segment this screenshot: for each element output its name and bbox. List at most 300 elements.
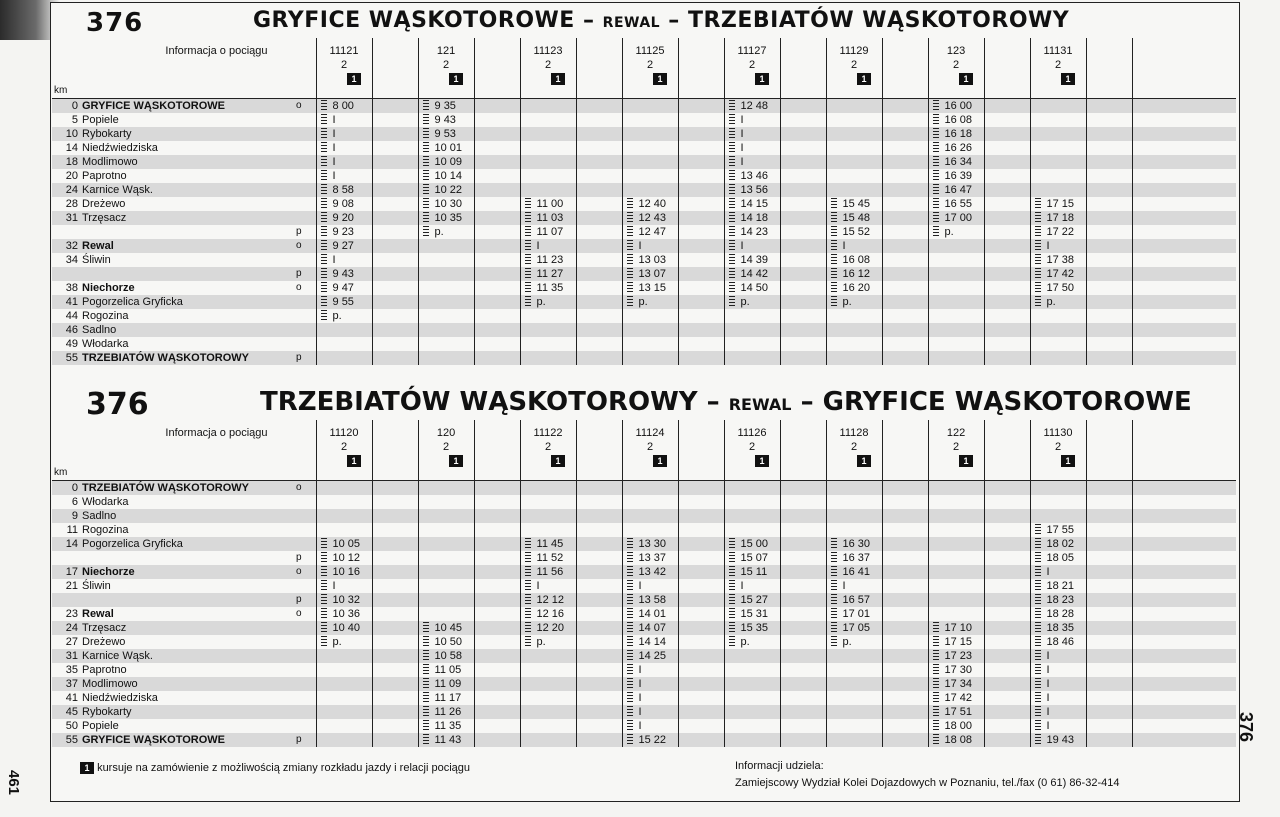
bottom-spacer-cell	[882, 551, 928, 565]
bottom-on-demand-icon: 1	[959, 455, 973, 467]
top-extra-cell	[1132, 211, 1236, 225]
bottom-time-value: I	[842, 580, 846, 592]
bottom-time-cell	[316, 607, 372, 621]
bottom-route-dash-2: –	[800, 387, 814, 417]
bottom-spacer-cell	[780, 691, 826, 705]
top-time-cell	[724, 323, 780, 337]
top-extra-cell	[1132, 127, 1236, 141]
top-station-row	[52, 323, 1236, 337]
bottom-time-cell	[724, 677, 780, 691]
bottom-arr-dep-marker: o	[295, 608, 302, 619]
top-time-value: 10 35	[434, 212, 463, 224]
bottom-time-cell	[724, 593, 780, 607]
top-zigzag-icon	[525, 240, 531, 252]
bottom-arr-dep-marker	[282, 719, 316, 733]
bottom-spacer-cell	[372, 691, 418, 705]
top-time-cell	[928, 253, 984, 267]
top-spacer-cell	[1086, 337, 1132, 351]
bottom-time-value: p.	[740, 636, 750, 648]
bottom-station-row	[52, 719, 1236, 733]
bottom-arr-dep-marker	[282, 635, 316, 649]
bottom-zigzag-icon	[525, 636, 531, 648]
bottom-time-value: I	[638, 678, 642, 690]
bottom-time-cell	[418, 677, 474, 691]
top-spacer-cell	[984, 141, 1030, 155]
bottom-train-number: 11124	[635, 427, 665, 439]
top-time-value: I	[740, 240, 744, 252]
bottom-spacer-cell	[576, 677, 622, 691]
top-time-value: p.	[740, 296, 750, 308]
bottom-spacer-cell	[1086, 733, 1132, 747]
top-spacer-cell	[882, 211, 928, 225]
bottom-zigzag-icon	[627, 552, 633, 564]
top-time-cell	[418, 267, 474, 281]
bottom-time-cell	[1030, 691, 1086, 705]
bottom-spacer-header	[474, 420, 520, 481]
bottom-time-value: 14 14	[638, 636, 667, 648]
bottom-on-demand-icon: 1	[551, 455, 565, 467]
top-zigzag-icon	[933, 100, 939, 112]
top-zigzag-icon	[525, 212, 531, 224]
bottom-time-value: I	[638, 580, 642, 592]
bottom-arr-dep-marker	[282, 523, 316, 537]
bottom-station-name: Niechorze	[82, 565, 282, 579]
bottom-spacer-cell	[882, 705, 928, 719]
top-spacer-header	[474, 38, 520, 99]
top-spacer-cell	[372, 225, 418, 239]
top-zigzag-icon	[729, 282, 735, 294]
bottom-time-cell	[826, 481, 882, 496]
bottom-spacer-cell	[372, 649, 418, 663]
top-spacer-cell	[474, 295, 520, 309]
bottom-spacer-cell	[882, 579, 928, 593]
bottom-spacer-cell	[780, 733, 826, 747]
top-train-header	[622, 38, 678, 99]
top-spacer-cell	[882, 127, 928, 141]
top-zigzag-icon	[321, 254, 327, 266]
bottom-spacer-cell	[678, 593, 724, 607]
top-spacer-cell	[984, 351, 1030, 365]
top-time-cell	[826, 113, 882, 127]
bottom-time-cell	[826, 593, 882, 607]
top-spacer-cell	[882, 155, 928, 169]
bottom-time-cell	[928, 705, 984, 719]
top-spacer-cell	[882, 239, 928, 253]
top-spacer-cell	[882, 113, 928, 127]
top-time-cell	[418, 239, 474, 253]
bottom-zigzag-icon	[1035, 734, 1041, 746]
top-time-cell	[622, 169, 678, 183]
bottom-spacer-cell	[372, 523, 418, 537]
bottom-spacer-cell	[984, 579, 1030, 593]
top-spacer-cell	[576, 351, 622, 365]
top-route-via: REWAL	[602, 15, 661, 31]
top-zigzag-icon	[525, 268, 531, 280]
bottom-on-demand-icon: 1	[1061, 455, 1075, 467]
top-train-header	[1030, 38, 1086, 99]
bottom-spacer-cell	[576, 495, 622, 509]
top-station-row	[52, 169, 1236, 183]
bottom-zigzag-icon	[321, 636, 327, 648]
bottom-spacer-cell	[372, 635, 418, 649]
bottom-time-value: 16 30	[842, 538, 871, 550]
top-time-cell	[1030, 113, 1086, 127]
bottom-arr-dep-marker	[282, 579, 316, 593]
top-time-value: 9 43	[434, 114, 456, 126]
bottom-time-cell	[622, 705, 678, 719]
top-time-value: I	[740, 114, 744, 126]
bottom-spacer-header	[780, 420, 826, 481]
top-zigzag-icon	[729, 198, 735, 210]
bottom-zigzag-icon	[525, 594, 531, 606]
bottom-time-value: 10 50	[434, 636, 463, 648]
top-zigzag-icon	[321, 310, 327, 322]
top-spacer-cell	[1086, 309, 1132, 323]
top-station-name: Rybokarty	[82, 127, 282, 141]
top-spacer-cell	[474, 323, 520, 337]
bottom-extra-cell	[1132, 481, 1236, 496]
top-station-row	[52, 351, 1236, 365]
bottom-km: 50	[65, 720, 78, 732]
top-time-cell	[826, 169, 882, 183]
top-time-cell	[520, 295, 576, 309]
bottom-km: 9	[52, 509, 82, 523]
top-zigzag-icon	[627, 240, 633, 252]
bottom-zigzag-icon	[933, 664, 939, 676]
bottom-spacer-cell	[780, 509, 826, 523]
top-train-header	[826, 38, 882, 99]
bottom-time-cell	[520, 551, 576, 565]
bottom-train-number: 11130	[1043, 427, 1073, 439]
top-spacer-cell	[780, 295, 826, 309]
top-time-cell	[826, 351, 882, 365]
top-spacer-cell	[1086, 211, 1132, 225]
bottom-time-value: p.	[536, 636, 546, 648]
bottom-spacer-cell	[984, 705, 1030, 719]
top-zigzag-icon	[423, 198, 429, 210]
top-zigzag-icon	[729, 226, 735, 238]
top-time-cell	[316, 225, 372, 239]
top-station-name: Trzęsacz	[82, 211, 282, 225]
top-time-cell	[316, 351, 372, 365]
top-time-cell	[724, 155, 780, 169]
bottom-time-cell	[316, 593, 372, 607]
top-time-cell	[724, 351, 780, 365]
top-time-cell	[724, 337, 780, 351]
bottom-train-class: 2	[850, 441, 858, 453]
bottom-time-value: 18 05	[1046, 552, 1075, 564]
top-title	[58, 6, 1228, 38]
top-arr-dep-marker: o	[282, 99, 316, 114]
bottom-time-value: I	[536, 580, 540, 592]
top-zigzag-icon	[321, 240, 327, 252]
top-station-row	[52, 113, 1236, 127]
top-time-value: 8 58	[332, 184, 354, 196]
top-spacer-cell	[1086, 169, 1132, 183]
bottom-time-cell	[622, 481, 678, 496]
top-time-cell	[622, 99, 678, 114]
top-station-row	[52, 239, 1236, 253]
top-station-row	[52, 309, 1236, 323]
top-zigzag-icon	[933, 114, 939, 126]
top-station-name: Rogozina	[82, 310, 129, 322]
bottom-spacer-cell	[474, 635, 520, 649]
top-time-cell	[520, 323, 576, 337]
top-spacer-cell	[678, 225, 724, 239]
bottom-time-cell	[622, 551, 678, 565]
top-train-number: 11123	[533, 45, 563, 57]
top-time-value: I	[332, 114, 336, 126]
bottom-station-name: Dreżewo	[82, 636, 126, 648]
bottom-zigzag-icon	[933, 622, 939, 634]
top-time-cell	[418, 155, 474, 169]
bottom-time-cell	[520, 719, 576, 733]
bottom-station-row	[52, 635, 1236, 649]
top-time-value: 11 00	[536, 198, 564, 210]
top-station-name: Paprotno	[82, 170, 127, 182]
bottom-spacer-cell	[372, 495, 418, 509]
bottom-train-header	[928, 420, 984, 481]
top-time-cell	[418, 197, 474, 211]
top-spacer-cell	[984, 211, 1030, 225]
bottom-station-name: Sadlno	[82, 509, 282, 523]
top-spacer-cell	[984, 295, 1030, 309]
bottom-time-value: 15 11	[740, 566, 768, 578]
bottom-time-cell	[1030, 635, 1086, 649]
bottom-train-number: 11122	[533, 427, 563, 439]
top-spacer-cell	[678, 169, 724, 183]
top-station-name: Śliwin	[82, 254, 111, 266]
top-time-cell	[724, 253, 780, 267]
side-line-number: 376	[1236, 712, 1256, 743]
top-time-cell	[520, 127, 576, 141]
bottom-spacer-cell	[780, 551, 826, 565]
bottom-extra-cell	[1132, 509, 1236, 523]
bottom-spacer-cell	[1086, 481, 1132, 496]
bottom-spacer-cell	[576, 621, 622, 635]
top-zigzag-icon	[933, 198, 939, 210]
bottom-zigzag-icon	[1035, 706, 1041, 718]
bottom-train-number: 11120	[329, 427, 359, 439]
bottom-time-cell	[724, 649, 780, 663]
bottom-time-cell	[316, 537, 372, 551]
top-time-cell	[928, 211, 984, 225]
footer-info-text: Zamiejscowy Wydział Kolei Dojazdowych w Poznaniu, tel./fax (0 61) 86-32-414	[735, 777, 1120, 789]
top-line-number: 376	[86, 8, 144, 38]
top-km: 10	[52, 127, 82, 141]
bottom-time-cell	[520, 509, 576, 523]
top-time-cell	[826, 211, 882, 225]
bottom-time-cell	[418, 649, 474, 663]
bottom-zigzag-icon	[1035, 608, 1041, 620]
bottom-spacer-cell	[372, 537, 418, 551]
top-time-cell	[724, 225, 780, 239]
top-spacer-cell	[984, 239, 1030, 253]
top-time-cell	[724, 141, 780, 155]
top-spacer-cell	[1086, 351, 1132, 365]
top-time-value: 16 00	[944, 100, 973, 112]
top-spacer-cell	[576, 295, 622, 309]
bottom-time-cell	[622, 691, 678, 705]
bottom-zigzag-icon	[933, 692, 939, 704]
bottom-zigzag-icon	[933, 678, 939, 690]
top-spacer-cell	[1086, 127, 1132, 141]
bottom-spacer-cell	[984, 593, 1030, 607]
top-spacer-cell	[882, 281, 928, 295]
bottom-spacer-cell	[882, 677, 928, 691]
top-time-cell	[724, 267, 780, 281]
bottom-arr-dep-marker: o	[282, 565, 316, 579]
bottom-zigzag-icon	[729, 566, 735, 578]
top-km: 18	[52, 155, 82, 169]
top-train-number: 123	[946, 45, 966, 57]
top-time-cell	[520, 253, 576, 267]
top-time-cell	[622, 211, 678, 225]
top-spacer-cell	[882, 197, 928, 211]
bottom-time-cell	[1030, 719, 1086, 733]
top-spacer-cell	[576, 239, 622, 253]
top-time-cell	[316, 295, 372, 309]
bottom-spacer-cell	[1086, 677, 1132, 691]
bottom-time-value: 12 12	[536, 594, 565, 606]
top-spacer-cell	[780, 267, 826, 281]
top-time-cell	[316, 267, 372, 281]
bottom-spacer-cell	[474, 523, 520, 537]
bottom-time-value: I	[1046, 706, 1050, 718]
top-spacer-cell	[1086, 295, 1132, 309]
top-arr-dep-marker	[282, 141, 316, 155]
top-extra-cell	[1132, 351, 1236, 365]
top-time-cell	[520, 337, 576, 351]
top-time-value: I	[332, 254, 336, 266]
top-time-cell	[928, 295, 984, 309]
bottom-spacer-cell	[780, 495, 826, 509]
top-on-demand-icon: 1	[449, 73, 463, 85]
bottom-km: 35	[65, 664, 78, 676]
bottom-station-row	[52, 663, 1236, 677]
top-time-value: 11 27	[536, 268, 564, 280]
bottom-station-name: Popiele	[82, 720, 119, 732]
top-extra-header	[1132, 38, 1236, 99]
top-route-dash-2: –	[668, 8, 680, 33]
bottom-station-name: Niedźwiedziska	[82, 692, 158, 704]
bottom-spacer-cell	[474, 663, 520, 677]
bottom-zigzag-icon	[423, 734, 429, 746]
top-time-cell	[724, 239, 780, 253]
bottom-time-value: 11 05	[434, 664, 462, 676]
bottom-spacer-cell	[1086, 565, 1132, 579]
bottom-km: 21	[65, 580, 78, 592]
bottom-station-row	[52, 551, 1236, 565]
top-arr-dep-marker	[282, 197, 316, 211]
top-time-cell	[1030, 253, 1086, 267]
bottom-time-cell	[520, 663, 576, 677]
bottom-station-name: Trzęsacz	[82, 621, 282, 635]
top-time-cell	[826, 323, 882, 337]
top-time-cell	[520, 267, 576, 281]
bottom-time-cell	[928, 551, 984, 565]
top-time-cell	[826, 183, 882, 197]
bottom-zigzag-icon	[525, 622, 531, 634]
bottom-spacer-cell	[1086, 537, 1132, 551]
bottom-time-value: 14 07	[638, 622, 667, 634]
bottom-spacer-cell	[984, 663, 1030, 677]
bottom-train-header	[826, 420, 882, 481]
top-km: 38	[65, 282, 78, 294]
bottom-time-cell	[622, 509, 678, 523]
bottom-time-value: p.	[332, 636, 342, 648]
top-station-row	[52, 211, 1236, 225]
bottom-zigzag-icon	[627, 538, 633, 550]
bottom-train-header	[724, 420, 780, 481]
top-spacer-cell	[576, 169, 622, 183]
bottom-zigzag-icon	[627, 678, 633, 690]
top-zigzag-icon	[423, 142, 429, 154]
top-time-cell	[928, 239, 984, 253]
top-zigzag-icon	[423, 100, 429, 112]
bottom-km: 55	[52, 733, 82, 747]
top-spacer-cell	[474, 197, 520, 211]
top-time-cell	[928, 323, 984, 337]
top-time-cell	[316, 309, 372, 323]
bottom-zigzag-icon	[423, 692, 429, 704]
bottom-time-cell	[520, 705, 576, 719]
top-time-value: I	[740, 142, 744, 154]
top-time-value: 9 08	[332, 198, 354, 210]
bottom-zigzag-icon	[627, 664, 633, 676]
bottom-spacer-cell	[372, 719, 418, 733]
bottom-spacer-cell	[1086, 635, 1132, 649]
bottom-time-cell	[724, 537, 780, 551]
bottom-time-cell	[520, 649, 576, 663]
top-time-value: p.	[842, 296, 852, 308]
top-train-header	[316, 38, 372, 99]
bottom-time-cell	[316, 677, 372, 691]
bottom-zigzag-icon	[423, 622, 429, 634]
bottom-station-row	[52, 579, 1236, 593]
top-train-number: 11125	[635, 45, 665, 57]
top-station-name: Niedźwiedziska	[82, 142, 158, 154]
bottom-time-cell	[928, 621, 984, 635]
bottom-spacer-cell	[780, 607, 826, 621]
top-time-cell	[826, 295, 882, 309]
top-spacer-cell	[780, 309, 826, 323]
top-time-cell	[316, 281, 372, 295]
top-time-value: 14 23	[740, 226, 769, 238]
bottom-spacer-cell	[984, 607, 1030, 621]
top-spacer-cell	[372, 267, 418, 281]
bottom-time-cell	[1030, 663, 1086, 677]
top-time-value: 17 38	[1046, 254, 1075, 266]
footer-note	[80, 762, 470, 774]
top-time-cell	[826, 127, 882, 141]
bottom-spacer-cell	[678, 719, 724, 733]
bottom-time-cell	[928, 537, 984, 551]
top-spacer-header	[678, 38, 724, 99]
top-time-value: 13 15	[638, 282, 667, 294]
top-spacer-cell	[576, 113, 622, 127]
top-time-cell	[1030, 127, 1086, 141]
top-time-cell	[1030, 99, 1086, 114]
bottom-time-cell	[316, 635, 372, 649]
bottom-zigzag-icon	[831, 580, 837, 592]
top-spacer-cell	[780, 155, 826, 169]
top-time-cell	[622, 281, 678, 295]
top-time-cell	[418, 127, 474, 141]
bottom-spacer-cell	[678, 621, 724, 635]
bottom-spacer-cell	[474, 691, 520, 705]
bottom-spacer-cell	[474, 565, 520, 579]
